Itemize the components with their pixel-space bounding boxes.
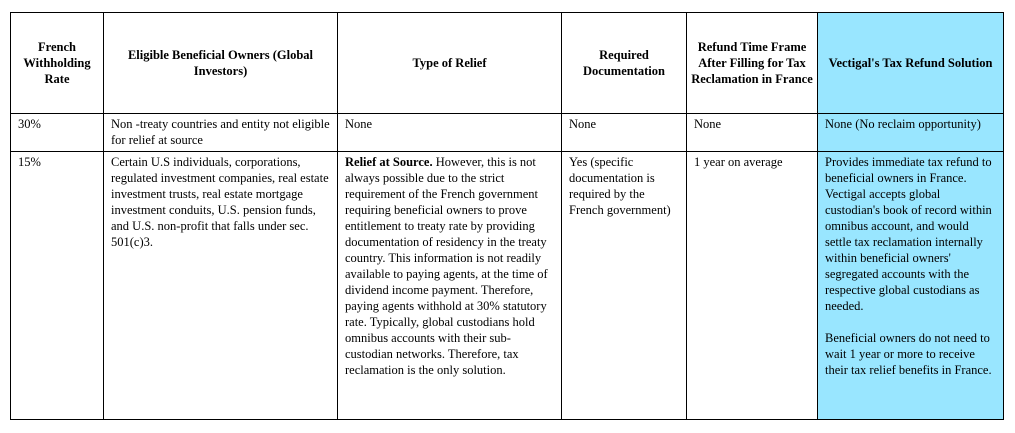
header-eligible-owners: Eligible Beneficial Owners (Global Investors) xyxy=(104,13,338,114)
table-row xyxy=(11,114,1004,152)
relief-text: None xyxy=(345,117,373,131)
documentation-cell: Yes (specific documentation is required by the French government) xyxy=(562,152,687,420)
rate-cell: 30% xyxy=(11,114,104,152)
documentation-cell: None xyxy=(562,114,687,152)
relief-cell xyxy=(338,114,562,152)
owners-cell: Certain U.S individuals, corporations, regulated investment companies, real estate investment trusts, real estate mortgage investment conduits, U.S. pension funds, and U.S. non-profit that falls under sec. 501(c)3. xyxy=(104,152,338,420)
table-row xyxy=(11,152,1004,420)
solution-cell xyxy=(818,152,1004,420)
relief-cell xyxy=(338,152,562,420)
rate-cell: 15% xyxy=(11,152,104,420)
time-frame-cell: 1 year on average xyxy=(687,152,818,420)
solution-paragraph: Provides immediate tax refund to beneficial owners in France. Vectigal accepts global custodian's book of record within omnibus account, and would settle tax reclamation internally within beneficial owners' segregated accounts with the respective global custodians as needed. xyxy=(825,155,992,313)
relief-lead: Relief at Source. xyxy=(345,155,433,169)
header-required-documentation: Required Documentation xyxy=(562,13,687,114)
header-refund-time-frame: Refund Time Frame After Filling for Tax Reclamation in France xyxy=(687,13,818,114)
solution-cell xyxy=(818,114,1004,152)
header-vectigal-solution: Vectigal's Tax Refund Solution xyxy=(818,13,1004,114)
solution-paragraph: Beneficial owners do not need to wait 1 year or more to receive their tax relief benefits in France. xyxy=(825,331,992,377)
time-frame-cell: None xyxy=(687,114,818,152)
tax-relief-table xyxy=(10,12,1004,420)
header-type-of-relief: Type of Relief xyxy=(338,13,562,114)
relief-text: However, this is not always possible due to the strict requirement of the French government requiring beneficial owners to prove entitlement to treaty rate by providing documentation of residency in the treaty country. This information is not readily available to paying agents, at the time of dividend income payment. Therefore, paying agents withhold at 30% statutory rate. Typically, global custodians hold omnibus accounts with their sub-custodian networks. Therefore, tax reclamation is the only solution. xyxy=(345,155,548,377)
table-header-row xyxy=(11,13,1004,114)
owners-cell: Non -treaty countries and entity not eligible for relief at source xyxy=(104,114,338,152)
header-withholding-rate: French Withholding Rate xyxy=(11,13,104,114)
solution-paragraph: None (No reclaim opportunity) xyxy=(825,117,981,131)
